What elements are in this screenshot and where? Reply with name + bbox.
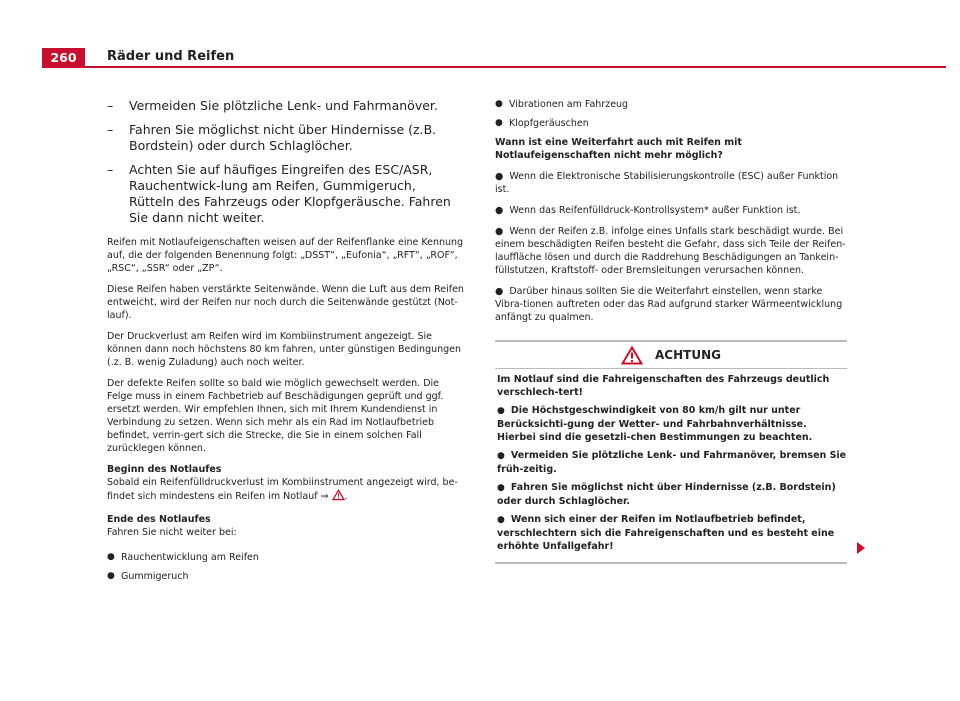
warning-intro: Im Notlauf sind die Fahreigenschaften des Fahrzeugs deutlich verschlech-tert! [497,374,830,398]
paragraph: Reifen mit Notlaufeigenschaften weisen auf der Reifenflanke eine Kennung auf, die der folgenden Benennung folgt: „DSST“, „Eufonia“, „RFT“, „ROF“, „RSC“, „SSR“ oder „ZP“. [107,237,464,274]
warning-triangle-icon [621,346,643,365]
list-item: ● Gummigeruch [107,571,189,582]
warning-item: ● Die Höchstgeschwindigkeit von 80 km/h gilt nur unter Berücksichti-gung der Wetter- und Fahrbahnverhältnisse. Hierbei sind die gesetzli-chen Bestimmungen zu beachten. [497,405,813,443]
right-column [495,98,847,564]
warning-item: ● Fahren Sie möglichst nicht über Hindernisse (z.B. Bordstein) oder durch Schlaglöcher. [497,482,836,507]
list-item: ● Klopfgeräuschen [495,118,589,129]
continue-arrow-icon [857,542,865,554]
paragraph: Sobald ein Reifenfülldruckverlust im Kombiinstrument angezeigt wird, be-findet sich mindestens ein Reifen im Notlauf ⇒ . [107,476,464,505]
page-title: Räder und Reifen [107,49,235,64]
paragraph: Diese Reifen haben verstärkte Seitenwände. Wenn die Luft aus dem Reifen entweicht, wird der Reifen nur noch durch die Seitenwände gestützt (Not-lauf). [107,284,464,321]
left-column [107,98,464,589]
list-item: ● Darüber hinaus sollten Sie die Weiterfahrt einstellen, wenn starke Vibra-tionen auftreten oder das Rad aufgrund starker Wärmeentwicklung anfängt zu qualmen. [495,286,843,323]
warning-item: ● Wenn sich einer der Reifen im Notlaufbetrieb befindet, verschlechtern sich die Fahreigenschaften und es besteht eine erhöhte Unfallgefahr! [497,514,835,552]
list-item: ● Wenn die Elektronische Stabilisierungskontrolle (ESC) außer Funktion ist. [495,171,839,195]
list-item: ● Wenn das Reifenfülldruck-Kontrollsystem* außer Funktion ist. [495,205,801,216]
warning-item: ● Vermeiden Sie plötzliche Lenk- und Fahrmanöver, bremsen Sie früh-zeitig. [497,450,847,475]
paragraph: Der Druckverlust am Reifen wird im Kombiinstrument angezeigt. Sie können dann noch höchstens 80 km fahren, unter günstigen Bedingungen (.z. B. wenig Zuladung) auch noch weiter. [107,331,462,368]
warning-title: ACHTUNG [655,348,721,362]
warning-header [495,342,847,369]
dash-item: – Fahren Sie möglichst nicht über Hindernisse (z.B. Bordstein) oder durch Schlaglöcher. [107,122,437,153]
dash-item: – Achten Sie auf häufiges Eingreifen des ESC/ASR, Rauchentwick-lung am Reifen, Gummigeruch, Rütteln des Fahrzeugs oder Klopfgeräusche. Fahren Sie dann nicht weiter. [107,162,451,225]
warning-box [495,340,847,564]
page-header [42,48,946,68]
section-heading: Beginn des Notlaufes [107,464,222,475]
dash-item: – Vermeiden Sie plötzliche Lenk- und Fahrmanöver. [107,98,438,113]
warning-body [495,369,847,562]
list-item: ● Vibrationen am Fahrzeug [495,99,629,110]
section-heading: Ende des Notlaufes [107,514,211,525]
paragraph: Fahren Sie nicht weiter bei: [107,527,237,538]
header-rule [42,66,946,68]
list-item: ● Rauchentwicklung am Reifen [107,552,259,563]
warning-link-icon[interactable] [332,489,345,505]
question-heading: Wann ist eine Weiterfahrt auch mit Reifen mit Notlaufeigenschaften nicht mehr möglich? [495,137,742,161]
page-number: 260 [42,48,85,67]
paragraph: Der defekte Reifen sollte so bald wie möglich gewechselt werden. Die Felge muss in einem Fachbetrieb auf Beschädigungen geprüft und ggf. ersetzt werden. Wir empfehlen Ihnen, sich mit Ihrem Kundendienst in Verbindung zu setzen. Wenn sich mehr als ein Rad im Notlaufbetrieb befindet, verrin-gert sich die Strecke, die Sie in einem solchen Fall zurücklegen können. [107,378,444,454]
list-item: ● Wenn der Reifen z.B. infolge eines Unfalls stark beschädigt wurde. Bei einem beschädigten Reifen besteht die Gefahr, dass sich Teile der Reifen-lauffläche lösen und durch die Raddrehung Beschädigungen an Tankein-füllstutzen, Kraftstoff- oder Bremsleitungen verursachen können. [495,226,846,276]
